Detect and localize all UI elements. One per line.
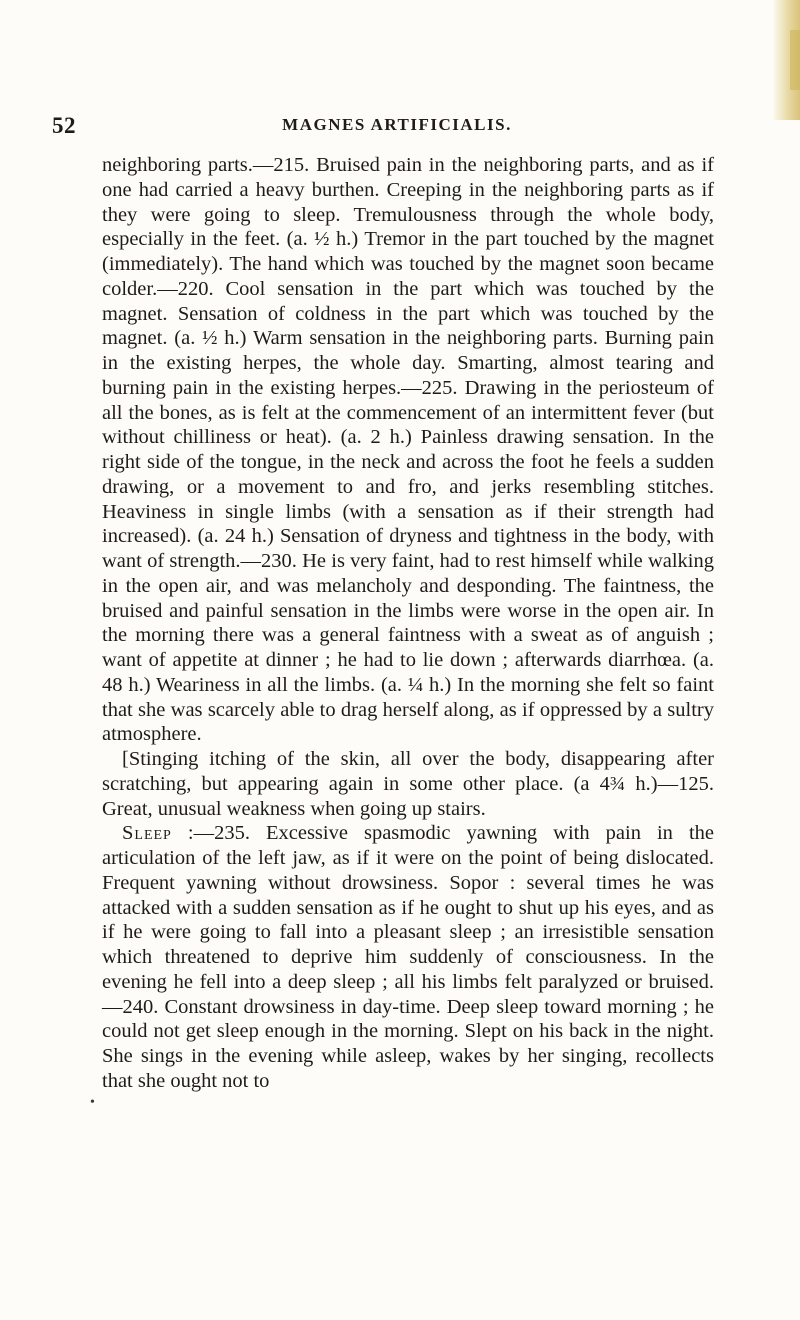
running-header	[52, 113, 742, 143]
paragraph-sleep	[102, 821, 714, 1093]
paragraph-symptoms: neighboring parts.—215. Bruised pain in the neighboring parts, and as if one had carried a heavy burthen. Creeping in the neighboring parts as if they were going to sleep. Tremulousness through the whole body, especially in the feet. (a. ½ h.) Tremor in the part touched by the magnet (immediately). The hand which was touched by the magnet soon became colder.—220. Cool sensation in the part which was touched by the magnet. Sensation of coldness in the part which was touched by the magnet. (a. ½ h.) Warm sensation in the neighboring parts. Burning pain in the existing herpes, the whole day. Smarting, almost tearing and burning pain in the existing herpes.—225. Drawing in the periosteum of all the bones, as is felt at the commencement of an intermittent fever (but without chilliness or heat). (a. 2 h.) Painless drawing sensation. In the right side of the tongue, in the neck and across the foot he feels a sudden drawing, or a movement to and fro, and jerks resembling stitches. Heaviness in single limbs (with a sensation as if their strength had increased). (a. 24 h.) Sensation of dryness and tightness in the body, with want of strength.—230. He is very faint, had to rest himself while walking in the open air, and was melancholy and desponding. The faintness, the bruised and painful sensation in the limbs were worse in the open air. In the morning there was a general faintness with a sweat as of anguish ; want of appetite at dinner ; he had to lie down ; afterwards diarrhœa. (a. 48 h.) Weariness in all the limbs. (a. ¼ h.) In the morning she felt so faint that she was scarcely able to drag herself along, as if oppressed by a sultry atmosphere.	[102, 154, 714, 746]
body-text	[102, 153, 714, 1094]
page-edge-stain-dark	[790, 30, 800, 90]
section-heading-sleep: Sleep	[122, 822, 172, 845]
paragraph-sleep-text: :—235. Excessive spasmodic yawning with pain in the articulation of the left jaw, as if it were on the point of being dislocated. Frequent yawning without drowsiness. Sopor : several times he was attacked with a sudden sensation as if he ought to shut up his eyes, and as if he were going to fall into a pleasant sleep ; an irresistible sensation which threatened to deprive him suddenly of consciousness. In the evening he fell into a deep sleep ; all his limbs felt paralyzed or bruised. —240. Constant drowsiness in day-time. Deep sleep toward morning ; he could not get sleep enough in the morning. Slept on his back in the night. She sings in the evening while asleep, wakes by her singing, recollects that she ought not to	[102, 822, 714, 1092]
margin-dot: •	[90, 1095, 95, 1110]
page-number: 52	[52, 113, 76, 138]
running-title: MAGNES ARTIFICIALIS.	[282, 115, 512, 134]
paragraph-skin: [Stinging itching of the skin, all over the body, disappearing after scratching, but appearing again in some other place. (a 4¾ h.)—125. Great, unusual weakness when going up stairs.	[102, 748, 714, 820]
